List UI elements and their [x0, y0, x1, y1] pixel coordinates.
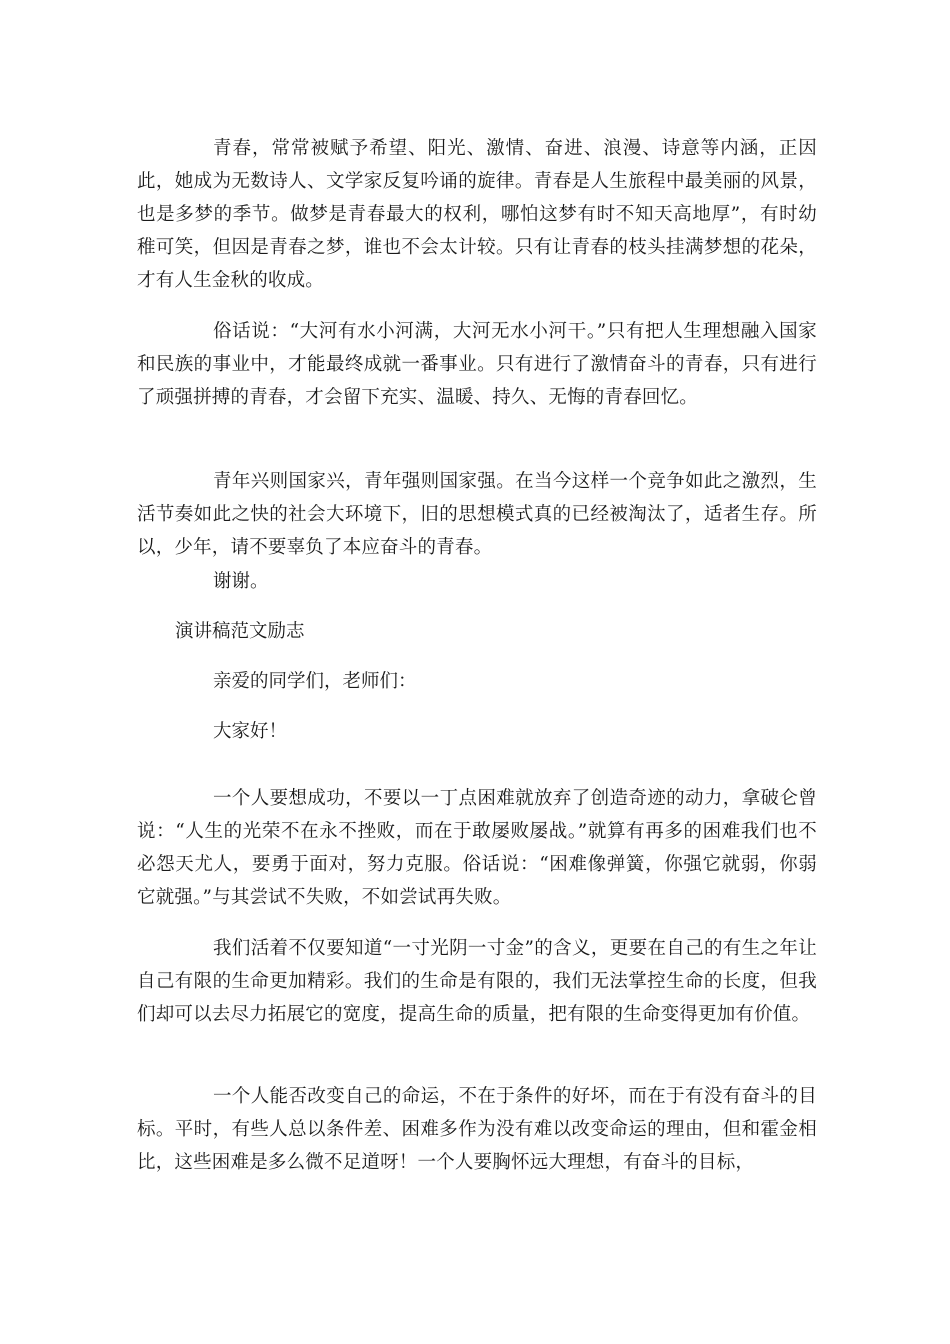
paragraph-youth-dreams: 青春，常常被赋予希望、阳光、激情、奋进、浪漫、诗意等内涵，正因此，她成为无数诗人、文学家反复吟诵的旋律。青春是人生旅程中最美丽的风景，也是多梦的季节。做梦是青春最大的权利，哪怕这梦有时不知天高地厚”，有时幼稚可笑，但因是青春之梦，谁也不会太计较。只有让青春的枝头挂满梦想的花朵，才有人生金秋的收成。 [137, 138, 817, 291]
section-title: 演讲稿范文励志 [175, 621, 305, 642]
paragraph-change-destiny: 一个人能否改变自己的命运，不在于条件的好坏，而在于有没有奋斗的目标。平时，有些人总以条件差、困难多作为没有难以改变命运的理由，但和霍金相比，这些困难是多么微不足道呀！一个人要胸怀远大理想，有奋斗的目标， [137, 1086, 817, 1173]
paragraph-time-is-gold: 我们活着不仅要知道“一寸光阴一寸金”的含义，更要在自己的有生之年让自己有限的生命更加精彩。我们的生命是有限的，我们无法掌控生命的长度，但我们却可以去尽力拓展它的宽度，提高生命的质量，把有限的生命变得更加有价值。 [137, 938, 817, 1025]
paragraph-success-napoleon: 一个人要想成功，不要以一丁点困难就放弃了创造奇迹的动力，拿破仑曾说：“人生的光荣不在永不挫败，而在于敢屡败屡战。”就算有再多的困难我们也不必怨天尤人，要勇于面对，努力克服。俗话说：“困难像弹簧，你强它就弱，你弱它就强。”与其尝试不失败，不如尝试再失败。 [137, 788, 817, 908]
greeting-line: 亲爱的同学们，老师们： [213, 671, 417, 692]
closing-thanks: 谢谢。 [213, 571, 269, 592]
paragraph-proverb-river: 俗话说：“大河有水小河满，大河无水小河干。”只有把人生理想融入国家和民族的事业中，才能最终成就一番事业。只有进行了激情奋斗的青春，只有进行了顽强拼搏的青春，才会留下充实、温暖、持久、无悔的青春回忆。 [137, 321, 817, 408]
hello-line: 大家好！ [213, 721, 288, 742]
paragraph-youth-nation: 青年兴则国家兴，青年强则国家强。在当今这样一个竞争如此之激烈，生活节奏如此之快的社会大环境下，旧的思想模式真的已经被淘汰了，适者生存。所以，少年，请不要辜负了本应奋斗的青春。 [137, 471, 817, 558]
